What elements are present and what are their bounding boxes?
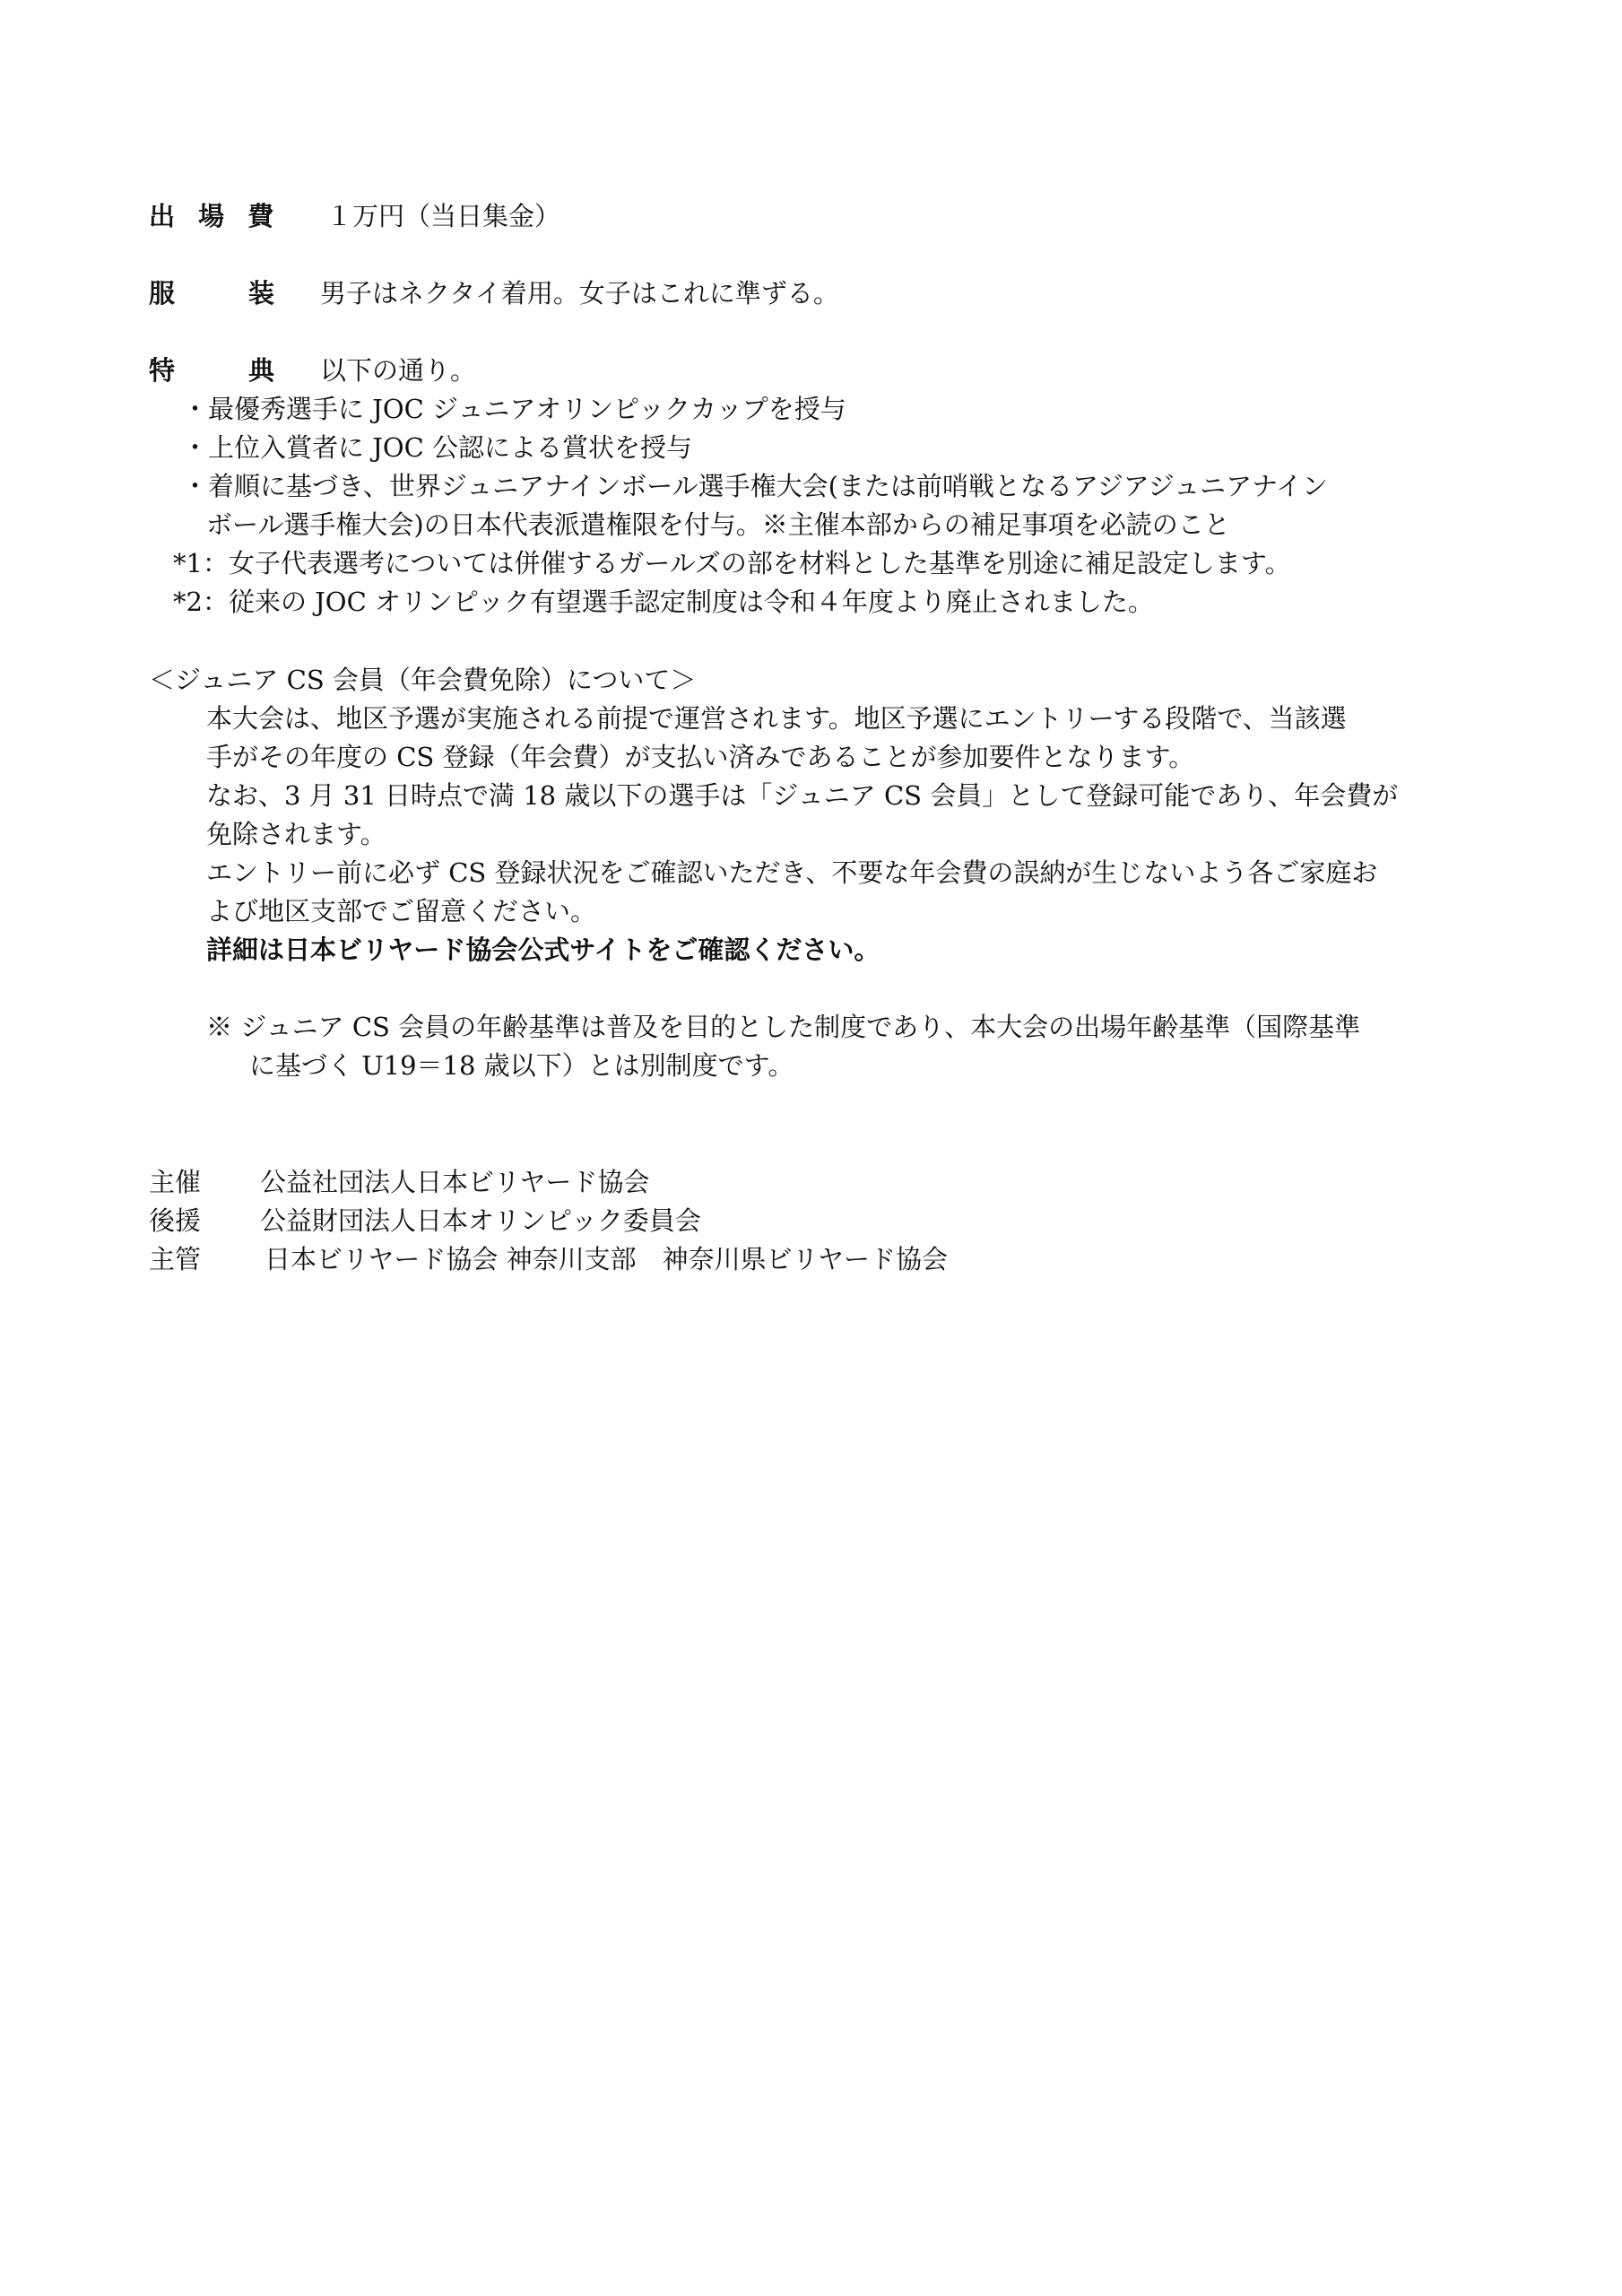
junior-cs-paragraph-line: 本大会は、地区予選が実施される前提で運営されます。地区予選にエントリーする段階で、当該選 — [206, 703, 1347, 734]
benefits-item: ・上位入賞者に JOC 公認による賞状を授与 — [182, 432, 693, 463]
attire-value: 男子はネクタイ着用。女子はこれに準ずる。 — [320, 278, 839, 309]
benefits-label: 特 典 — [149, 355, 282, 386]
support-value: 公益財団法人日本オリンピック委員会 — [260, 1205, 701, 1236]
junior-cs-heading: ＜ジュニア CS 会員（年会費免除）について＞ — [149, 665, 697, 695]
benefits-item: ・着順に基づき、世界ジュニアナインボール選手権大会(または前哨戦となるアジアジュニアナイン — [182, 471, 1329, 501]
junior-cs-age-note: ※ ジュニア CS 会員の年齢基準は普及を目的とした制度であり、本大会の出場年齢基準（国際基準 — [206, 1012, 1361, 1042]
fee-label: 出 場 費 — [149, 201, 282, 231]
junior-cs-paragraph-line: 手がその年度の CS 登録（年会費）が支払い済みであることが参加要件となります。 — [206, 742, 1195, 772]
host-label: 主催 — [149, 1167, 202, 1197]
junior-cs-details-note: 詳細は日本ビリヤード協会公式サイトをご確認ください。 — [206, 935, 880, 965]
fee-value: １万円（当日集金） — [326, 201, 561, 231]
junior-cs-paragraph-line: エントリー前に必ず CS 登録状況をご確認いただき、不要な年会費の誤納が生じないよう各ご家庭お — [206, 857, 1378, 888]
junior-cs-paragraph-line: なお、3 月 31 日時点で満 18 歳以下の選手は「ジュニア CS 会員」として登録可能であり、年会費が — [206, 780, 1399, 811]
benefits-item: ・最優秀選手に JOC ジュニアオリンピックカップを授与 — [182, 394, 846, 424]
benefits-item-continuation: ボール選手権大会)の日本代表派遣権限を付与。※主催本部からの補足事項を必読のこと — [206, 509, 1230, 540]
benefits-note: *2：従来の JOC オリンピック有望選手認定制度は令和４年度より廃止されました。 — [173, 587, 1154, 617]
support-label: 後援 — [149, 1205, 202, 1236]
junior-cs-paragraph-line: 免除されます。 — [206, 819, 386, 849]
host-value: 公益社団法人日本ビリヤード協会 — [260, 1167, 650, 1197]
junior-cs-age-note-continuation: に基づく U19＝18 歳以下）とは別制度です。 — [249, 1050, 794, 1081]
manage-label: 主管 — [149, 1244, 202, 1274]
benefits-intro: 以下の通り。 — [320, 355, 477, 386]
manage-value: 日本ビリヤード協会 神奈川支部 神奈川県ビリヤード協会 — [265, 1244, 949, 1274]
attire-label: 服 装 — [149, 278, 282, 309]
benefits-note: *1：女子代表選考については併催するガールズの部を材料とした基準を別途に補足設定します。 — [173, 548, 1291, 578]
junior-cs-paragraph-line: よび地区支部でご留意ください。 — [206, 896, 597, 926]
